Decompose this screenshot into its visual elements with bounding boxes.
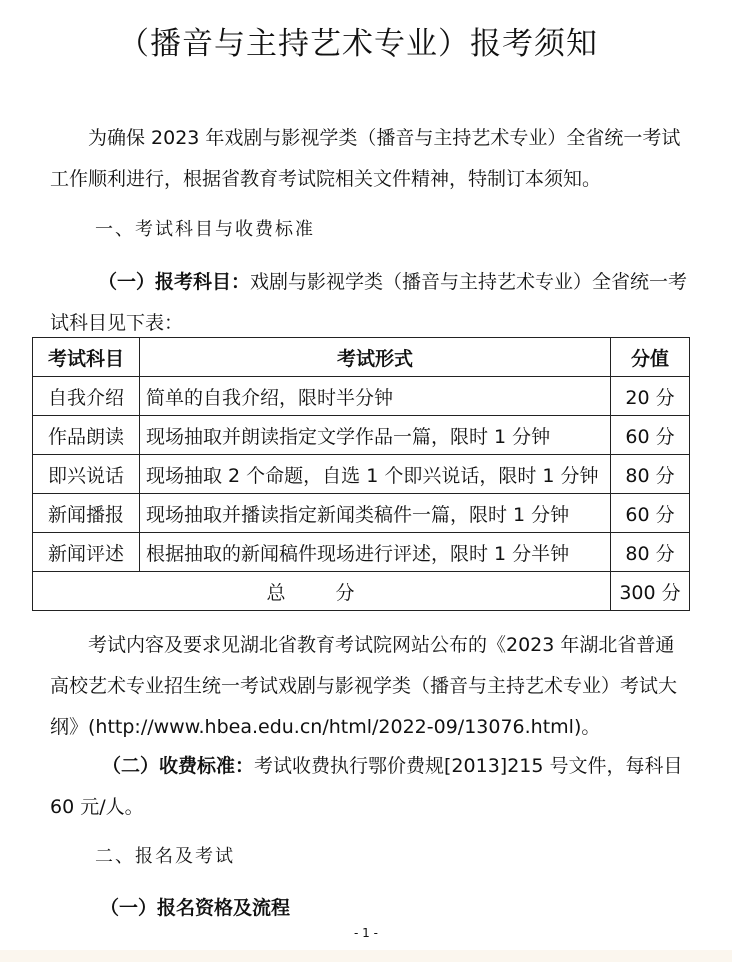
section-heading-1: 一、考试科目与收费标准 xyxy=(95,219,315,240)
exam-content-paragraph: 考试内容及要求见湖北省教育考试院网站公布的《2023 年湖北省普通高校艺术专业招生统一考试戏剧与影视学类（播音与主持艺术专业）考试大纲》(http://www.hbea.edu.cn/html/2022-09/13076.html)。 xyxy=(50,634,678,738)
header-score: 分值 xyxy=(611,338,690,377)
page-number: - 1 - xyxy=(354,926,378,940)
fee-text: 考试收费执行鄂价费规[2013]215 号文件，每科目 60 元/人。 xyxy=(50,755,683,818)
section-heading-2: 二、报名及考试 xyxy=(95,846,235,867)
row-score: 20 分 xyxy=(611,377,690,416)
subsection-heading: （一）报名资格及流程 xyxy=(100,897,291,919)
row-subject: 新闻播报 xyxy=(33,494,140,533)
row-form: 现场抽取 2 个命题，自选 1 个即兴说话，限时 1 分钟 xyxy=(140,455,611,494)
row-subject: 新闻评述 xyxy=(33,533,140,572)
table-row xyxy=(33,455,690,494)
intro-paragraph: 为确保 2023 年戏剧与影视学类（播音与主持艺术专业）全省统一考试工作顺利进行，根据省教育考试院相关文件精神，特制订本须知。 xyxy=(50,127,681,190)
row-form: 现场抽取并播读指定新闻类稿件一篇，限时 1 分钟 xyxy=(140,494,611,533)
row-subject: 即兴说话 xyxy=(33,455,140,494)
table-row xyxy=(33,533,690,572)
row-score: 80 分 xyxy=(611,455,690,494)
page-bottom-strip xyxy=(0,950,732,962)
header-subject: 考试科目 xyxy=(33,338,140,377)
table-row xyxy=(33,377,690,416)
table-row xyxy=(33,416,690,455)
row-score: 60 分 xyxy=(611,416,690,455)
row-subject: 作品朗读 xyxy=(33,416,140,455)
table-header-row xyxy=(33,338,690,377)
subject-heading: （一）报考科目： xyxy=(98,271,251,293)
row-form: 简单的自我介绍，限时半分钟 xyxy=(140,377,611,416)
row-form: 根据抽取的新闻稿件现场进行评述，限时 1 分半钟 xyxy=(140,533,611,572)
document-title: （播音与主持艺术专业）报考须知 xyxy=(118,26,598,62)
row-score: 80 分 xyxy=(611,533,690,572)
row-score: 60 分 xyxy=(611,494,690,533)
table-total-row xyxy=(33,572,690,611)
total-score: 300 分 xyxy=(611,572,690,611)
header-form: 考试形式 xyxy=(140,338,611,377)
table-row xyxy=(33,494,690,533)
row-form: 现场抽取并朗读指定文学作品一篇，限时 1 分钟 xyxy=(140,416,611,455)
subject-paragraph xyxy=(50,262,690,344)
fee-heading: （二）收费标准： xyxy=(102,755,255,777)
total-label: 总 分 xyxy=(33,572,611,611)
row-subject: 自我介绍 xyxy=(33,377,140,416)
subject-text: 戏剧与影视学类（播音与主持艺术专业）全省统一考试科目见下表： xyxy=(50,271,688,334)
fee-paragraph xyxy=(50,746,690,828)
exam-subjects-table xyxy=(32,337,690,611)
